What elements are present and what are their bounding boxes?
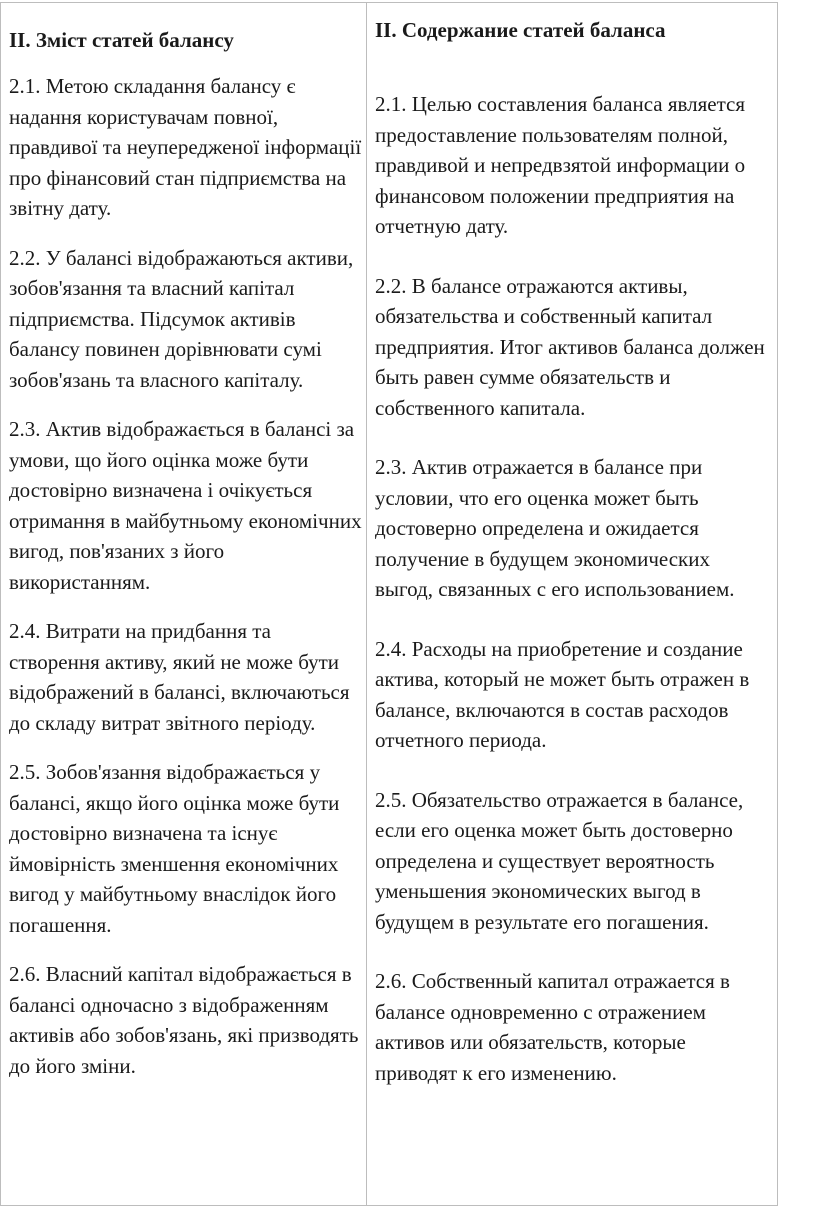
russian-heading: II. Содержание статей баланса bbox=[375, 18, 666, 42]
russian-paragraph-2-5: 2.5. Обязательство отражается в балансе, если его оценка может быть достоверно определена и существует вероятность уменьшения экономических выгод в будущем в результате его погашения. bbox=[375, 787, 744, 934]
russian-paragraph-2-1: 2.1. Целью составления баланса является предоставление пользователям полной, правдивой и непредвзятой информации о финансовом положении предприятия на отчетную дату. bbox=[375, 92, 746, 238]
ukrainian-paragraph-2-5: 2.5. Зобов'язання відображається у балансі, якщо його оцінка може бути достовірно визначена та існує ймовірність зменшення економічних вигод у майбутньому внаслідок його погашення. bbox=[9, 760, 340, 937]
ukrainian-column bbox=[1, 3, 366, 1100]
comparison-table bbox=[0, 2, 778, 1206]
ukrainian-paragraph-2-2: 2.2. У балансі відображаються активи, зобов'язання та власний капітал підприємства. Підсумок активів балансу повинен дорівнювати сумі зобов'язань та власного капіталу. bbox=[9, 245, 354, 392]
russian-paragraph-2-6: 2.6. Собственный капитал отражается в балансе одновременно с отражением активов или обязательств, которые приводят к его изменению. bbox=[375, 969, 730, 1085]
ukrainian-paragraph-2-6: 2.6. Власний капітал відображається в балансі одночасно з відображенням активів або зобов'язань, які призводять до його зміни. bbox=[9, 962, 359, 1078]
ukrainian-paragraph-2-3: 2.3. Актив відображається в балансі за умови, що його оцінка може бути достовірно визначена і очікується отримання в майбутньому економічних вигод, пов'язаних з його використанням. bbox=[9, 417, 362, 594]
russian-paragraph-2-4: 2.4. Расходы на приобретение и создание актива, который не может быть отражен в балансе, включаются в состав расходов отчетного периода. bbox=[375, 636, 750, 752]
russian-paragraph-2-3: 2.3. Актив отражается в балансе при условии, что его оценка может быть достоверно определена и ожидается получение в будущем экономических выгод, связанных с его использованием. bbox=[375, 455, 735, 601]
russian-column bbox=[367, 3, 777, 1117]
russian-paragraph-2-2: 2.2. В балансе отражаются активы, обязательства и собственный капитал предприятия. Итог активов баланса должен быть равен сумме обязательств и собственного капитала. bbox=[375, 273, 765, 420]
ukrainian-paragraph-2-4: 2.4. Витрати на придбання та створення активу, який не може бути відображений в балансі, включаються до складу витрат звітного періоду. bbox=[9, 619, 350, 735]
ukrainian-heading: II. Зміст статей балансу bbox=[9, 28, 234, 52]
ukrainian-paragraph-2-1: 2.1. Метою складання балансу є надання користувачам повної, правдивої та неупередженої інформації про фінансовий стан підприємства на звітну дату. bbox=[9, 74, 362, 220]
